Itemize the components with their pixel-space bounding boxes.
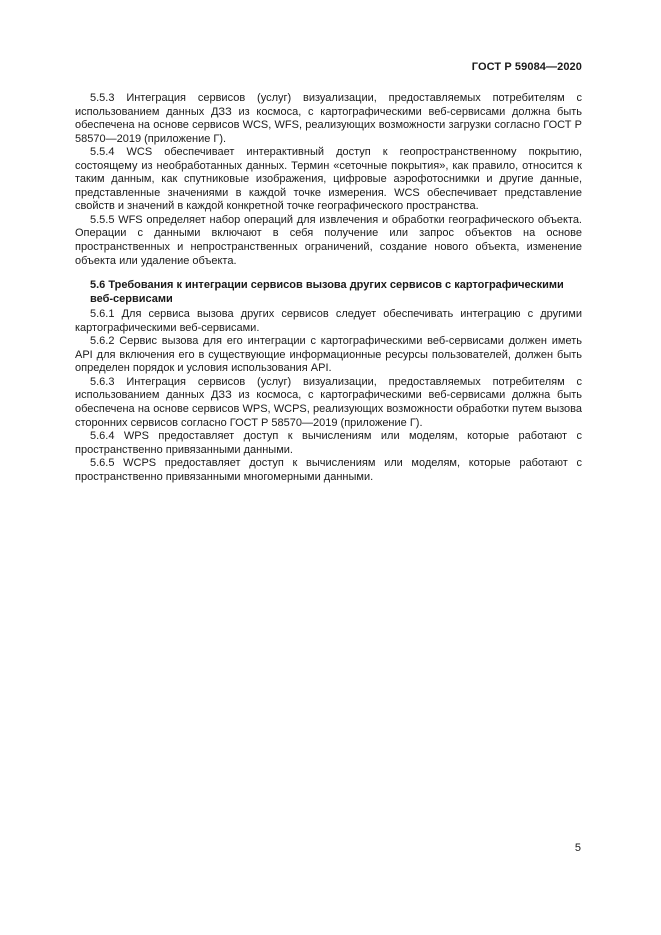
page-number: 5 (574, 842, 581, 854)
paragraph-5-5-3: 5.5.3 Интеграция сервисов (услуг) визуализации, предоставляемых потребителям с использованием данных ДЗЗ из космоса, с картографическими веб-сервисами должна быть обеспечена на основе сервисов WCS, WFS, реализующих возможности загрузки согласно ГОСТ Р 58570—2019 (приложение Г). (75, 92, 582, 145)
paragraph-5-5-4: 5.5.4 WCS обеспечивает интерактивный доступ к геопространственному покрытию, состоящему из необработанных данных. Термин «сеточные покрытия», как правило, относится к таким данным, как спутниковые изображения, цифровые аэрофотоснимки и другие данные, представленные значениями в каждой точке измерения. WCS обеспечивает представление свойств и значений в каждой конкретной точке географического пространства. (75, 146, 582, 213)
document-body (75, 92, 582, 484)
paragraph-5-6-2: 5.6.2 Сервис вызова для его интеграции с картографическими веб-сервисами должен иметь API для включения его в существующие информационные ресурсы пользователей, должен быть определен порядок и условия использования API. (75, 335, 582, 375)
paragraph-5-5-5: 5.5.5 WFS определяет набор операций для извлечения и обработки географического объекта. Операции с данными включают в себя получение или запрос объектов на основе пространственных и непространственных ограничений, создание нового объекта, изменение объекта или удаление объекта. (75, 213, 582, 267)
paragraph-5-6-4: 5.6.4 WPS предоставляет доступ к вычислениям или моделям, которые работают с пространственно привязанными данными. (75, 430, 582, 456)
section-heading-5-6: 5.6 Требования к интеграции сервисов вызова других сервисов с картографическими веб-сервисами (90, 279, 564, 305)
paragraph-5-6-1: 5.6.1 Для сервиса вызова других сервисов следует обеспечивать интеграцию с другими картографическими веб-сервисами. (75, 308, 582, 334)
paragraph-5-6-5: 5.6.5 WCPS предоставляет доступ к вычислениям или моделям, которые работают с пространственно привязанными многомерными данными. (75, 457, 582, 483)
document-standard-id: ГОСТ Р 59084—2020 (471, 61, 582, 73)
paragraph-5-6-3: 5.6.3 Интеграция сервисов (услуг) визуализации, предоставляемых потребителям с использованием данных ДЗЗ из космоса, с картографическими веб-сервисами должна быть обеспечена на основе сервисов WPS, WCPS, реализующих возможности обработки путем вызова сторонних сервисов согласно ГОСТ Р 58570—2019 (приложение Г). (75, 375, 582, 429)
